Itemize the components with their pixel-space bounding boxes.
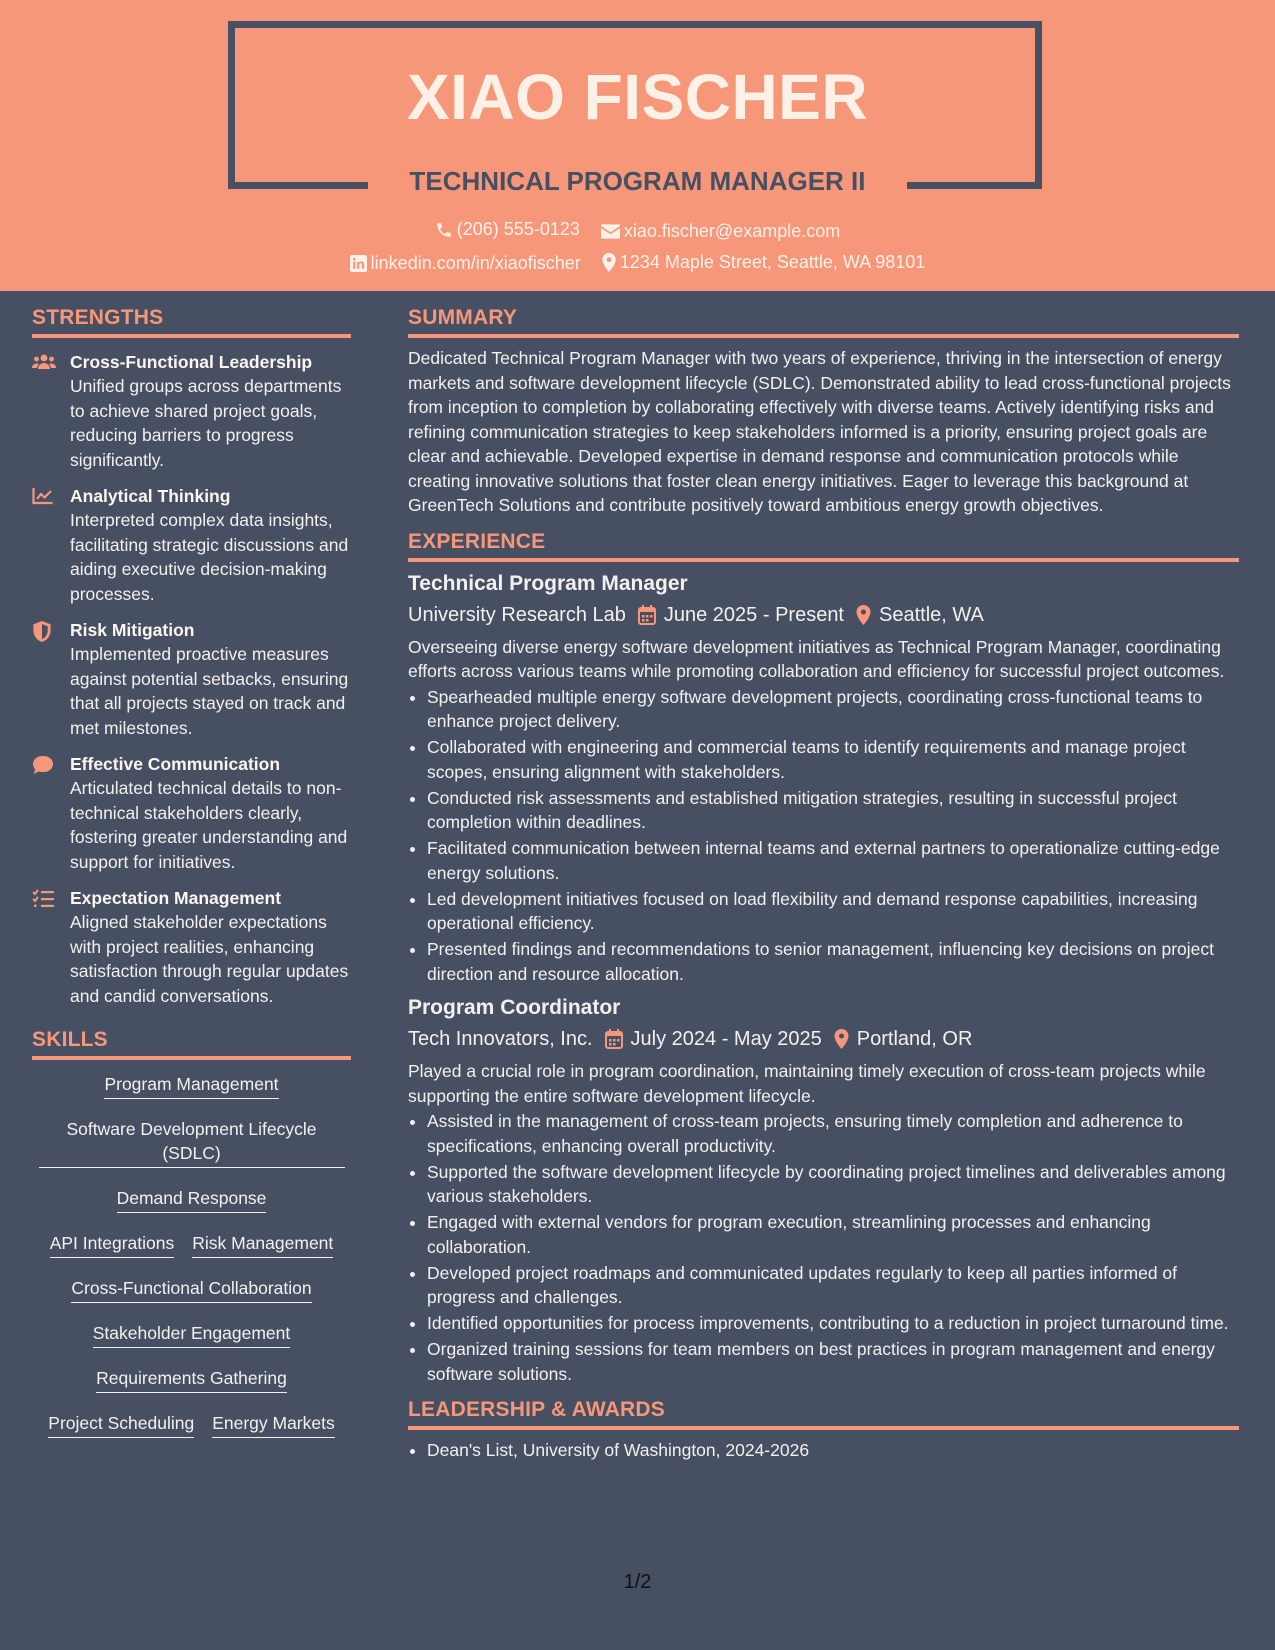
- resume-header: [0, 0, 1275, 291]
- list-item: • Spearheaded multiple energy software development projects, coordinating cross-functional teams to enhance project delivery.: [427, 685, 1239, 734]
- list-item: • Collaborated with engineering and commercial teams to identify requirements and manage project scopes, ensuring alignment with stakeholders.: [427, 735, 1239, 784]
- candidate-title: TECHNICAL PROGRAM MANAGER II: [409, 166, 866, 196]
- comment-icon: [32, 755, 54, 775]
- strength-desc: Interpreted complex data insights, facilitating strategic discussions and aiding executive decision-making processes.: [70, 510, 349, 604]
- job-entry: [408, 570, 1239, 987]
- calendar-icon: [605, 1029, 623, 1049]
- strength-title: Cross-Functional Leadership: [70, 352, 313, 372]
- envelope-icon: [601, 224, 620, 239]
- contact-row-2: [0, 252, 1275, 277]
- email-contact[interactable]: [601, 221, 840, 242]
- contact-row-1: [0, 219, 1275, 244]
- phone-icon: [435, 221, 453, 239]
- map-pin-icon: [856, 605, 871, 625]
- job-bullets: [408, 685, 1239, 987]
- job-title: Program Coordinator: [408, 996, 621, 1019]
- candidate-name: XIAO FISCHER: [406, 61, 869, 133]
- skill-tag: API Integrations: [50, 1231, 175, 1258]
- address-contact: [602, 252, 926, 273]
- strength-item: [32, 484, 351, 606]
- strengths-heading: STRENGTHS: [32, 306, 351, 338]
- strength-item: [32, 886, 351, 1008]
- job-company: University Research Lab: [408, 603, 626, 626]
- job-entry: [408, 994, 1239, 1386]
- experience-heading: EXPERIENCE: [408, 530, 1239, 562]
- skill-tag: Demand Response: [117, 1186, 267, 1213]
- leadership-heading: LEADERSHIP & AWARDS: [408, 1398, 1239, 1430]
- summary-text: Dedicated Technical Program Manager with two years of experience, thriving in the intersection of energy markets and software development lifecycle (SDLC). Demonstrated ability to lead cross-functional projects from inception to completion by collaborating effectively with diverse teams. Actively identifying risks and refining communication strategies to keep stakeholders informed is a priority, ensuring project goals are clear and achievable. Developed expertise in demand response and communication protocols while creating innovative solutions that foster clean energy initiatives. Eager to leverage this background at GreenTech Solutions and contribute positively toward ambitious energy growth objectives.: [408, 348, 1231, 515]
- job-meta: [408, 601, 1239, 629]
- strength-title: Expectation Management: [70, 888, 282, 908]
- map-pin-icon: [834, 1029, 849, 1049]
- skill-tag: Program Management: [104, 1072, 278, 1099]
- strength-desc: Unified groups across departments to achieve shared project goals, reducing barriers to progress significantly.: [70, 376, 342, 470]
- linkedin-contact[interactable]: [350, 253, 581, 274]
- skill-tag: Software Development Lifecycle (SDLC): [39, 1117, 345, 1168]
- list-item: • Identified opportunities for process improvements, contributing to a reduction in project turnaround time.: [427, 1311, 1239, 1336]
- list-item: • Developed project roadmaps and communicated updates regularly to keep all parties informed of progress and challenges.: [427, 1261, 1239, 1310]
- job-dates: June 2025 - Present: [663, 603, 844, 626]
- list-item: • Led development initiatives focused on load flexibility and demand response capabilities, increasing operational efficiency.: [427, 887, 1239, 936]
- skill-tag: Project Scheduling: [48, 1411, 194, 1438]
- job-company: Tech Innovators, Inc.: [408, 1028, 593, 1050]
- strength-title: Effective Communication: [70, 754, 281, 774]
- left-column: [32, 306, 351, 1456]
- job-title: Technical Program Manager: [408, 571, 688, 595]
- job-location: Seattle, WA: [879, 603, 984, 626]
- skills-heading: SKILLS: [32, 1028, 351, 1060]
- right-column: [408, 306, 1239, 1464]
- job-bullets: [408, 1109, 1239, 1386]
- job-description: Played a crucial role in program coordination, maintaining timely execution of cross-team projects while supporting the entire software development lifecycle.: [408, 1061, 1206, 1106]
- shield-icon: [32, 621, 52, 642]
- job-location: Portland, OR: [856, 1028, 973, 1050]
- list-item: • Supported the software development lifecycle by coordinating project timelines and deliverables among various stakeholders.: [427, 1160, 1239, 1209]
- list-item: • Presented findings and recommendations to senior management, influencing key decisions on project direction and resource allocation.: [427, 937, 1239, 986]
- skill-tag: Energy Markets: [212, 1411, 335, 1438]
- list-item: • Conducted risk assessments and established mitigation strategies, resulting in successful project completion within deadlines.: [427, 786, 1239, 835]
- job-dates: July 2024 - May 2025: [630, 1028, 822, 1050]
- page-number: 1/2: [623, 1571, 652, 1593]
- strength-title: Analytical Thinking: [70, 486, 231, 506]
- linkedin-icon: [350, 255, 367, 272]
- chart-line-icon: [32, 487, 54, 505]
- users-icon: [32, 353, 56, 371]
- job-description: Overseeing diverse energy software development initiatives as Technical Program Manager, coordinating efforts across various teams while promoting collaboration and efficiency for successful project outcomes.: [408, 636, 1225, 681]
- leadership-list: [408, 1438, 1239, 1463]
- list-item: • Facilitated communication between internal teams and external partners to operationalize cutting-edge energy solutions.: [427, 836, 1239, 885]
- address-text: 1234 Maple Street, Seattle, WA 98101: [619, 252, 926, 272]
- phone-text: (206) 555-0123: [456, 219, 580, 239]
- strength-desc: Aligned stakeholder expectations with project realities, enhancing satisfaction through regular updates and candid conversations.: [70, 912, 349, 1006]
- list-item: • Engaged with external vendors for program execution, streamlining processes and enhancing collaboration.: [427, 1210, 1239, 1259]
- summary-heading: SUMMARY: [408, 306, 1239, 338]
- skill-tag: Requirements Gathering: [96, 1366, 287, 1393]
- strength-item: [32, 752, 351, 874]
- checklist-icon: [32, 889, 54, 908]
- skills-list: [32, 1072, 351, 1438]
- list-item: • Assisted in the management of cross-team projects, ensuring timely completion and adherence to specifications, enhancing overall productivity.: [427, 1109, 1239, 1158]
- list-item: • Dean's List, University of Washington, 2024-2026: [427, 1438, 1239, 1463]
- phone-contact: [435, 219, 580, 240]
- job-meta: [408, 1025, 1239, 1053]
- email-text[interactable]: xiao.fischer@example.com: [623, 220, 841, 241]
- skill-tag: Cross-Functional Collaboration: [71, 1276, 311, 1303]
- strength-title: Risk Mitigation: [70, 620, 195, 640]
- linkedin-text[interactable]: linkedin.com/in/xiaofischer: [370, 253, 581, 273]
- strength-desc: Articulated technical details to non-technical stakeholders clearly, fostering greater understanding and support for initiatives.: [70, 778, 348, 872]
- strength-item: [32, 618, 351, 740]
- skill-tag: Stakeholder Engagement: [93, 1321, 291, 1348]
- map-pin-icon: [602, 253, 616, 272]
- skill-tag: Risk Management: [192, 1231, 333, 1258]
- list-item: • Organized training sessions for team members on best practices in program management and energy software solutions.: [427, 1337, 1239, 1386]
- calendar-icon: [638, 605, 656, 625]
- strength-item: [32, 350, 351, 472]
- strength-desc: Implemented proactive measures against potential setbacks, ensuring that all projects stayed on track and met milestones.: [70, 644, 349, 738]
